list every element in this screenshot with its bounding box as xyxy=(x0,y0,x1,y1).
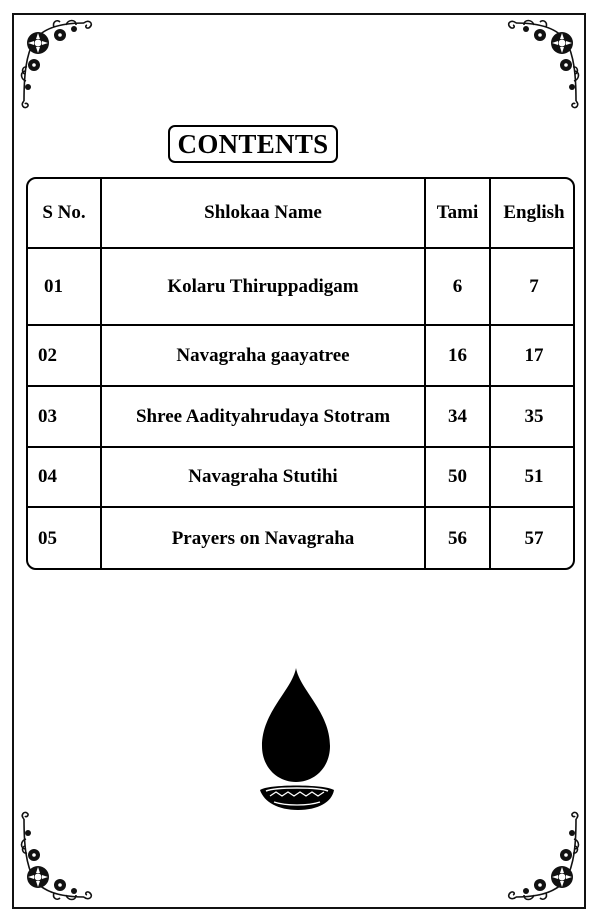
row-tamil-page: 50 xyxy=(448,466,467,487)
row-sno: 04 xyxy=(38,466,57,487)
header-english: English xyxy=(503,202,565,223)
floral-corner-ornament-bottom-left xyxy=(14,810,94,905)
row-tamil-page: 34 xyxy=(448,405,467,427)
row-sno: 01 xyxy=(44,275,63,297)
row-tamil-page: 56 xyxy=(448,528,467,549)
header-tamil: Tami xyxy=(436,202,479,223)
row-shlokaa-name: Shree Aadityahrudaya Stotram xyxy=(135,405,391,427)
floral-corner-ornament-top-left xyxy=(14,15,94,110)
header-shlokaa-name: Shlokaa Name xyxy=(204,202,322,223)
row-sno: 05 xyxy=(38,528,57,549)
row-shlokaa-name: Navagraha gaayatree xyxy=(176,344,350,366)
row-tamil-page: 6 xyxy=(452,275,463,297)
row-english-page: 51 xyxy=(524,466,544,487)
row-sno: 02 xyxy=(38,344,57,366)
row-english-page: 57 xyxy=(524,528,544,549)
contents-table xyxy=(26,177,575,570)
row-sno: 03 xyxy=(38,405,57,427)
row-english-page: 35 xyxy=(524,405,544,427)
row-tamil-page: 16 xyxy=(448,344,467,366)
row-shlokaa-name: Kolaru Thiruppadigam xyxy=(167,275,359,297)
row-shlokaa-name: Prayers on Navagraha xyxy=(171,528,355,549)
floral-corner-ornament-bottom-right xyxy=(506,810,586,905)
page-title: CONTENTS xyxy=(168,125,338,163)
floral-corner-ornament-top-right xyxy=(506,15,586,110)
oil-lamp-icon xyxy=(258,668,338,813)
row-shlokaa-name: Navagraha Stutihi xyxy=(188,466,338,487)
row-english-page: 7 xyxy=(529,275,539,297)
row-english-page: 17 xyxy=(524,344,544,366)
header-sno: S No. xyxy=(42,202,86,223)
